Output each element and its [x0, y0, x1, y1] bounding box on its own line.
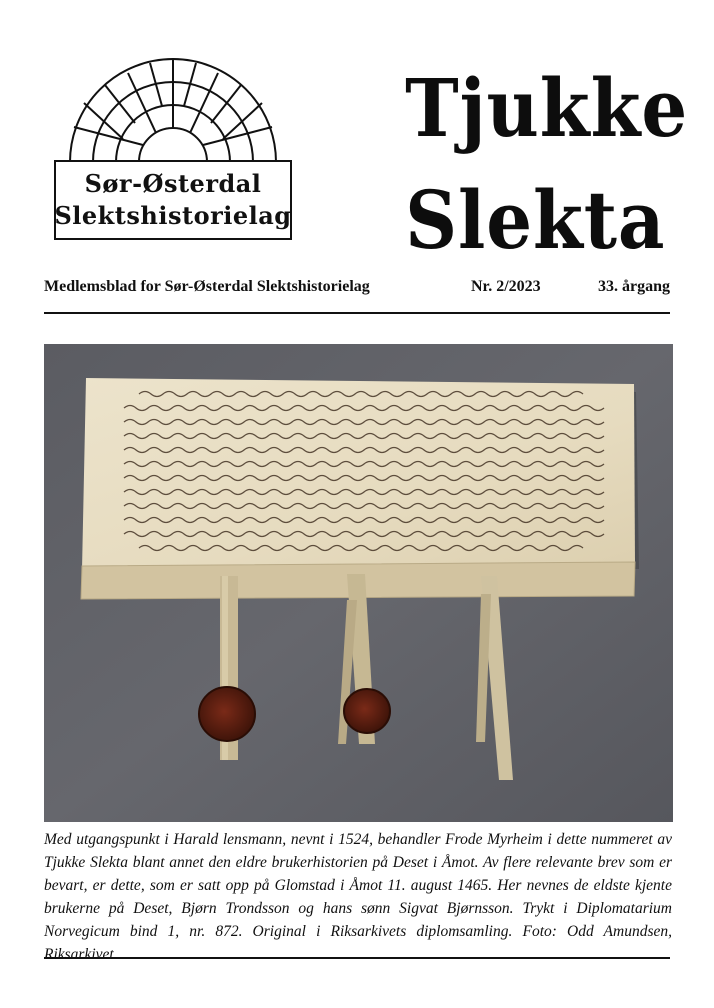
cover-caption: Med utgangspunkt i Harald lensmann, nevnt i 1524, behandler Frode Myrheim i dette nummeret av Tjukke Slekta blant annet den eldre brukerhistorien på Deset i Åmot. Av flere relevante brev som er bevart, er dette, som er satt opp på Glomstad i Åmot 11. august 1465. Her nevnes de eldste kjente brukerne på Deset, Bjørn Trondsson og hans sønn Sigvat Bjørnsson. Trykt i Diplomatarium Norvegicum bind 1, nr. 872. Original i Riksarkivets diplomsamling. Foto: Odd Amundsen, Riksarkivet.	[44, 831, 672, 963]
masthead-title	[392, 52, 689, 276]
logo-line-2: Slektshistorielag	[54, 201, 292, 230]
issue-number: Nr. 2/2023	[471, 278, 541, 295]
masthead-line-1: Tjukke	[405, 61, 689, 155]
wax-seal-left	[199, 687, 255, 741]
issue-info-bar	[44, 276, 670, 298]
logo-line-1: Sør-Østerdal	[84, 169, 262, 198]
parchment-letter	[82, 378, 635, 570]
footer-divider	[44, 957, 670, 959]
logo-nameplate	[54, 160, 292, 240]
header-divider	[44, 312, 670, 314]
publication-subtitle: Medlemsblad for Sør-Østerdal Slektshistorielag	[44, 278, 370, 295]
masthead-line-2: Slekta	[405, 173, 666, 267]
family-tree-fan-icon	[54, 58, 292, 164]
volume-number: 33. årgang	[598, 278, 670, 295]
cover-photo-medieval-letter	[44, 344, 673, 822]
wax-seal-middle	[344, 689, 390, 733]
society-logo	[54, 58, 292, 242]
